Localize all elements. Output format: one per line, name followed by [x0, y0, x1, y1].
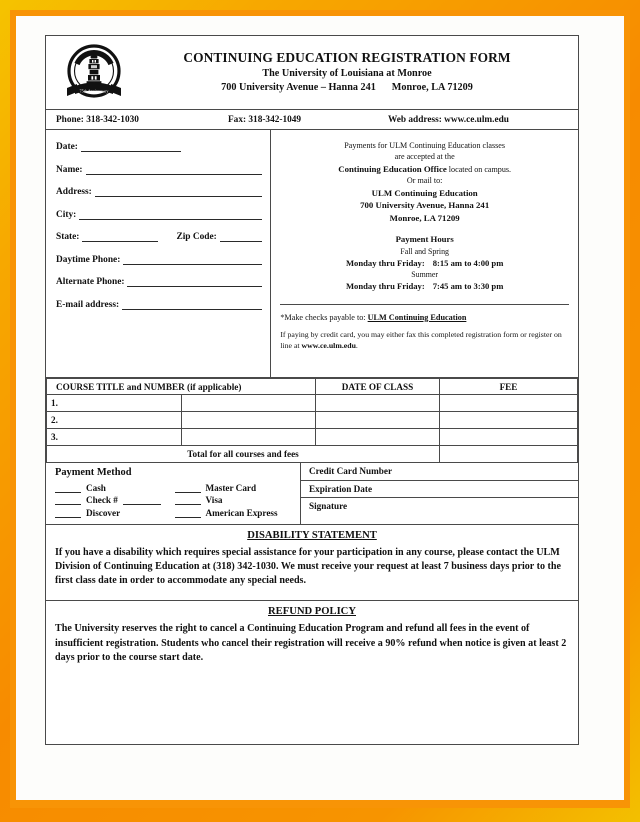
table-row	[47, 412, 578, 429]
payment-hours-2	[280, 280, 569, 292]
fine-print-line2: registration form or register on line at	[280, 330, 562, 350]
payment-option-label-cash: Cash	[86, 482, 106, 493]
payment-office-suffix: located on campus.	[446, 164, 512, 174]
field-label-state: State:	[56, 232, 80, 242]
payment-method-title: Payment Method	[55, 467, 132, 478]
field-city	[56, 210, 262, 220]
registration-form-document	[45, 35, 579, 745]
institution-address	[142, 82, 552, 95]
column-header-date-of-class: DATE OF CLASS	[316, 379, 440, 395]
payment-option-check[interactable]	[55, 493, 175, 506]
course-title-input-1[interactable]	[181, 395, 316, 412]
payment-season-1: Fall and Spring	[400, 246, 449, 256]
address-input[interactable]	[95, 187, 263, 197]
fine-print-line1: If paying by credit card, you may either fax this completed	[280, 330, 464, 340]
page-watermark	[48, 764, 51, 775]
field-label-address: Address:	[56, 187, 92, 197]
course-table	[46, 378, 578, 463]
payment-hours-1-value: 8:15 am to 4:00 pm	[432, 257, 504, 268]
check-number-input[interactable]	[123, 495, 161, 505]
institution-city-state-zip: Monroe, LA 71209	[391, 81, 473, 93]
payment-mail-addr3: Monroe, LA 71209	[389, 212, 460, 223]
payment-option-discover[interactable]	[55, 505, 175, 518]
payment-option-label-discover: Discover	[86, 507, 121, 518]
payment-hours-1	[280, 257, 569, 269]
field-alternate-phone	[56, 277, 262, 287]
payment-option-cash[interactable]	[55, 480, 175, 493]
email-field[interactable]	[122, 300, 262, 310]
table-total-row	[47, 446, 578, 463]
payment-mail-addr2: 700 University Avenue, Hanna 241	[360, 200, 490, 211]
field-date	[56, 142, 262, 152]
row-number-1: 1.	[47, 395, 182, 412]
refund-policy-body: The University reserves the right to cancel a Continuing Education Program and refund all fees in the event of insufficient registration. Students who cancel their registration will receive a 90% refund when notice is given at least 2 days prior to the course start date.	[55, 623, 567, 664]
fax-label: Fax: 318-342-1049	[228, 114, 302, 125]
field-email	[56, 300, 262, 310]
payment-intro-line2: are accepted at the	[394, 152, 455, 162]
refund-policy-section	[46, 601, 578, 691]
payment-mail-addr1: ULM Continuing Education	[371, 187, 478, 198]
fee-input-2[interactable]	[440, 412, 578, 429]
payment-intro-line1: Payments for ULM Continuing Education classes	[344, 141, 506, 150]
alternate-phone-input[interactable]	[127, 277, 262, 287]
institution-name: The University of Louisiana at Monroe	[262, 68, 432, 80]
applicant-and-payment-band	[46, 130, 578, 378]
zip-code-input[interactable]	[220, 232, 263, 242]
checkbox-blank-visa[interactable]	[175, 495, 201, 505]
payment-option-label-master-card: Master Card	[205, 482, 257, 493]
payment-option-visa[interactable]	[175, 493, 295, 506]
field-label-email: E-mail address:	[56, 299, 120, 310]
column-header-course-title: COURSE TITLE and NUMBER (if applicable)	[47, 379, 316, 395]
field-daytime-phone	[56, 255, 262, 265]
credit-card-fine-print	[280, 330, 569, 351]
svg-text:75th Anniversary: 75th Anniversary	[79, 88, 109, 94]
payment-option-label-visa: Visa	[205, 495, 223, 505]
field-name	[56, 165, 262, 175]
fee-input-3[interactable]	[440, 429, 578, 446]
checkbox-blank-american-express[interactable]	[175, 508, 201, 518]
ulm-seal-logo	[63, 42, 125, 104]
online-registration-url: www.ce.ulm.edu	[301, 340, 356, 350]
institution-street: 700 University Avenue – Hanna 241	[221, 81, 376, 93]
date-input[interactable]	[81, 142, 181, 152]
payment-option-label-american-express: American Express	[205, 507, 278, 518]
table-row	[47, 429, 578, 446]
field-label-city: City:	[56, 209, 77, 220]
checkbox-blank-cash[interactable]	[55, 483, 81, 493]
payment-office-line	[280, 163, 569, 175]
column-header-fee: FEE	[440, 379, 578, 395]
payment-method-options	[55, 480, 294, 518]
page-title: CONTINUING EDUCATION REGISTRATION FORM	[183, 50, 511, 66]
credit-card-section	[301, 463, 578, 524]
payment-hours-2-value: 7:45 am to 3:30 pm	[432, 281, 504, 292]
payment-info-box	[271, 130, 578, 377]
total-fee-input[interactable]	[440, 446, 578, 463]
checks-payable-note	[280, 304, 569, 324]
credit-card-number-field[interactable]: Credit Card Number	[301, 463, 578, 481]
payment-method-column-2	[175, 480, 295, 518]
payment-option-master-card[interactable]	[175, 480, 295, 493]
row-number-3: 3.	[47, 429, 182, 446]
fine-print-tail: .	[355, 340, 358, 350]
course-title-input-3[interactable]	[181, 429, 316, 446]
fee-input-1[interactable]	[440, 395, 578, 412]
contact-row	[46, 110, 578, 130]
payment-hours-2-label: Monday thru Friday:	[345, 281, 425, 292]
payment-option-american-express[interactable]	[175, 505, 295, 518]
field-label-daytime-phone: Daytime Phone:	[56, 254, 121, 265]
logo-cell	[46, 42, 142, 104]
checkbox-blank-check[interactable]	[55, 495, 81, 505]
payment-hours-1-label: Monday thru Friday:	[345, 257, 425, 268]
checkbox-blank-discover[interactable]	[55, 508, 81, 518]
total-label: Total for all courses and fees	[47, 446, 440, 463]
disability-statement-body: If you have a disability which requires special assistance for your participation in any course, please contact the ULM Division of Continuing Education at (318) 342-1030. We must receive your request at least 7 business days prior to the first class date in order to accommodate any special needs.	[55, 546, 562, 587]
field-label-name: Name:	[56, 164, 83, 175]
payment-mail-to-label: Or mail to:	[406, 176, 443, 186]
expiration-date-field[interactable]: Expiration Date	[301, 481, 578, 499]
state-input[interactable]	[82, 232, 158, 242]
class-date-input-1[interactable]	[316, 395, 440, 412]
signature-field[interactable]: Signature	[309, 501, 348, 511]
table-row	[47, 395, 578, 412]
field-label-date: Date:	[56, 142, 78, 152]
payment-method-section	[46, 463, 301, 524]
row-number-2: 2.	[47, 412, 182, 429]
course-title-input-2[interactable]	[181, 412, 316, 429]
payment-season-2: Summer	[411, 270, 439, 280]
disability-statement-title: DISABILITY STATEMENT	[247, 529, 377, 541]
payment-option-label-check: Check #	[86, 495, 118, 505]
class-date-input-3[interactable]	[316, 429, 440, 446]
daytime-phone-input[interactable]	[123, 255, 262, 265]
checks-payable-payee: ULM Continuing Education	[367, 312, 467, 322]
field-state-zip	[56, 232, 262, 242]
phone-label: Phone: 318-342-1030	[56, 114, 139, 125]
name-input[interactable]	[86, 165, 263, 175]
applicant-fields	[46, 130, 271, 377]
city-input[interactable]	[79, 210, 262, 220]
table-header-row	[47, 379, 578, 395]
field-address	[56, 187, 262, 197]
payment-office-name: Continuing Education Office	[338, 163, 447, 174]
header-text-block	[142, 50, 578, 94]
payment-method-column-1	[55, 480, 175, 518]
refund-policy-title: REFUND POLICY	[268, 606, 356, 618]
checkbox-blank-master-card[interactable]	[175, 483, 201, 493]
payment-hours-title: Payment Hours	[395, 234, 454, 245]
field-label-alternate-phone: Alternate Phone:	[56, 277, 125, 287]
form-header	[46, 36, 578, 110]
field-label-zip: Zip Code:	[176, 232, 217, 242]
checks-payable-prefix: *Make checks payable to:	[280, 312, 368, 322]
disability-statement-section	[46, 525, 578, 602]
web-address-label: Web address: www.ce.ulm.edu	[388, 114, 509, 125]
class-date-input-2[interactable]	[316, 412, 440, 429]
payment-method-band	[46, 463, 578, 525]
